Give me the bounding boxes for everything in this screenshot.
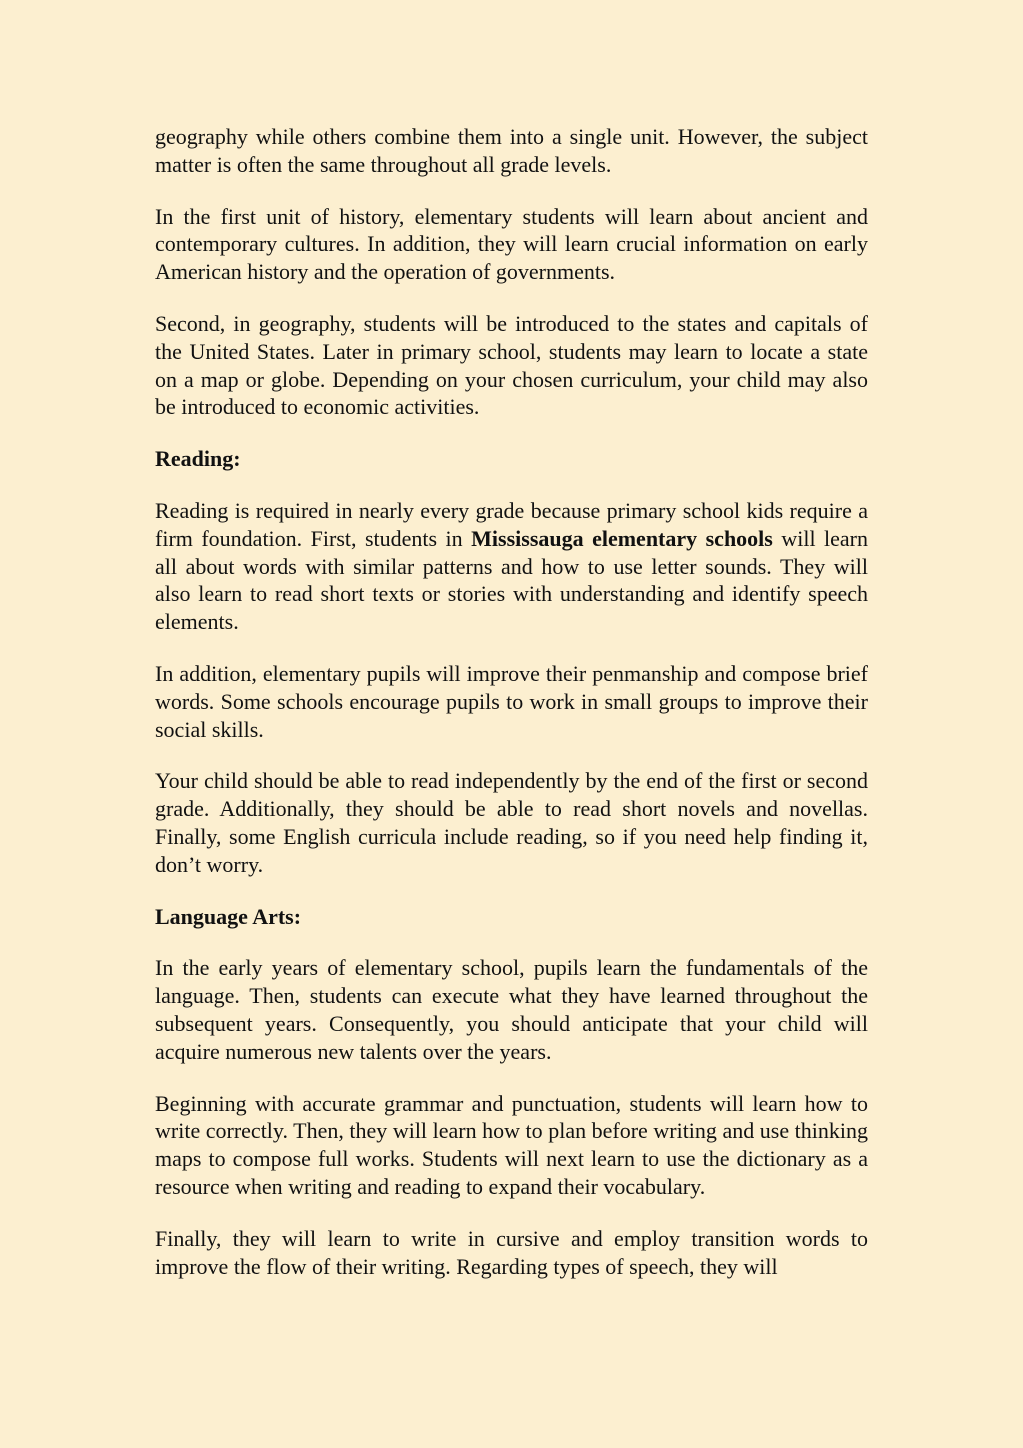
reading-text-after: will learn all about words with similar patterns and how to use letter sounds. They will also learn to read short texts or stories with understanding and identify speech elements.	[155, 525, 868, 635]
paragraph-social-studies-intro: geography while others combine them into a single unit. However, the subject matter is often the same throughout all grade levels.	[155, 124, 868, 177]
paragraph-reading-foundation	[155, 497, 868, 636]
paragraph-history: In the first unit of history, elementary students will learn about ancient and contemporary cultures. In addition, they will learn crucial information on early American history and the operation of governments.	[155, 203, 868, 285]
paragraph-language-fundamentals: In the early years of elementary school, pupils learn the fundamentals of the language. Then, students can execute what they have learned throughout the subsequent years. Consequently, you should anticipate that your child will acquire numerous new talents over the years.	[155, 955, 868, 1064]
reading-text-before: Reading is required in nearly every grade because primary school kids require a firm foundation. First, students in	[155, 497, 868, 551]
paragraph-geography: Second, in geography, students will be introduced to the states and capitals of the United States. Later in primary school, students may learn to locate a state on a map or globe. Depending on your chosen curriculum, your child may also be introduced to economic activities.	[155, 310, 868, 420]
paragraph-cursive-writing: Finally, they will learn to write in cursive and employ transition words to improve the flow of their writing. Regarding types of speech, they will	[155, 1225, 868, 1279]
mississauga-schools-emphasis: Mississauga elementary schools	[471, 525, 773, 551]
paragraph-penmanship: In addition, elementary pupils will improve their penmanship and compose brief words. Some schools encourage pupils to work in small groups to improve their social skills.	[155, 660, 868, 742]
heading-language-arts: Language Arts:	[155, 903, 302, 929]
paragraph-grammar-writing: Beginning with accurate grammar and punctuation, students will learn how to write correctly. Then, they will learn how to plan before writing and use thinking maps to compose full works. Students will next learn to use the dictionary as a resource when writing and reading to expand their vocabulary.	[155, 1090, 868, 1199]
heading-reading: Reading:	[155, 446, 241, 472]
paragraph-independent-reading: Your child should be able to read independently by the end of the first or second grade. Additionally, they should be able to read short novels and novellas. Finally, some English curricula include reading, so if you need help finding it, don’t worry.	[155, 768, 868, 877]
document-page	[155, 123, 868, 1304]
